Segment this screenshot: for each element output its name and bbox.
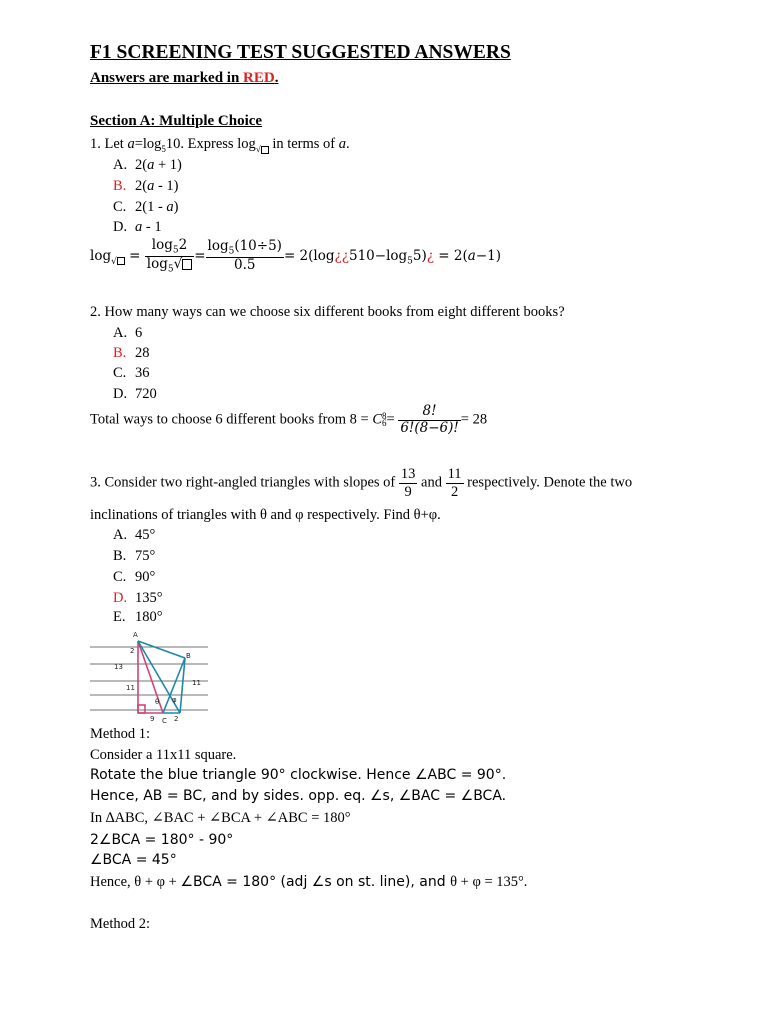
q3-suffix: respectively. Denote the two — [463, 474, 633, 491]
sol-frac1-den: $\log_5√$ — [145, 257, 194, 275]
fig-label-9: 9 — [150, 715, 155, 723]
sol-a: a — [467, 248, 476, 265]
sol-eq1: = — [124, 248, 145, 265]
q1-question — [90, 136, 350, 154]
q3-question — [90, 466, 632, 500]
section-a-text: Section A: Multiple Choice — [90, 113, 263, 129]
q3-and: and — [417, 474, 446, 491]
q1-a-var: a — [127, 136, 135, 152]
option-letter: C. — [113, 365, 127, 381]
sol-mid: 510−log — [348, 248, 408, 265]
sol-frac1 — [145, 238, 194, 275]
q2-option-c — [113, 365, 150, 382]
sol-garble1: ¿¿ — [334, 248, 349, 265]
q3-option-a — [113, 527, 155, 544]
option-text: 180° — [135, 609, 163, 625]
q2-sol-num: 8! — [398, 404, 460, 421]
subtitle-prefix: Answers are marked in — [90, 70, 244, 86]
q1-sub5: 5 — [161, 143, 166, 154]
sol-frac1-num: $\log_52$ — [145, 238, 194, 257]
sol-end2: −1) — [475, 248, 501, 265]
sol-garble2: ¿ — [426, 248, 434, 265]
q1-option-d — [113, 219, 162, 236]
fig-label-a: A — [133, 631, 138, 639]
q1-eq: =log — [134, 136, 162, 152]
q3-prefix: 3. Consider two right-angled triangles with slopes of — [90, 474, 399, 491]
method1-line7 — [90, 874, 527, 891]
fig-label-c: C — [162, 717, 167, 724]
option-text: 75° — [135, 548, 156, 564]
option-letter: B. — [113, 548, 127, 564]
option-letter: E. — [113, 609, 126, 625]
option-text: 2(1 - a) — [135, 199, 179, 215]
option-letter: A. — [113, 325, 128, 341]
option-text: 2(a + 1) — [135, 157, 182, 173]
triangle-figure — [90, 628, 210, 724]
q1-suffix: in terms of — [268, 136, 339, 152]
q1-option-b — [113, 178, 179, 195]
fig-label-2b: 2 — [130, 647, 135, 655]
option-text: 6 — [135, 325, 143, 341]
option-text: a - 1 — [135, 219, 162, 235]
q1-option-a — [113, 157, 182, 174]
q3-option-c — [113, 569, 155, 586]
method1-line6: ∠BCA = 45° — [90, 852, 177, 868]
q1-prefix: 1. Let — [90, 136, 128, 152]
option-letter: A. — [113, 527, 128, 543]
sol-mid-tail: 5) — [412, 248, 427, 265]
option-letter: B. — [113, 345, 127, 361]
fig-label-theta: θ — [155, 698, 160, 706]
fig-label-2: 2 — [174, 715, 179, 723]
q2-option-a — [113, 325, 142, 342]
q1-a2: a — [338, 136, 347, 152]
fig-label-b: B — [186, 652, 191, 660]
fig-label-11b: 11 — [192, 679, 201, 687]
sol-eq2: = — [194, 248, 206, 265]
q2-option-d — [113, 386, 157, 403]
q1-option-c — [113, 199, 179, 216]
q1-root-sub: √ — [256, 144, 269, 154]
q3-line2: inclinations of triangles with θ and φ respectively. Find θ+φ. — [90, 507, 441, 523]
fig-label-11: 11 — [126, 684, 135, 692]
option-text: 90° — [135, 569, 156, 585]
subtitle — [90, 70, 278, 87]
method1-line1: Consider a 11x11 square. — [90, 747, 237, 763]
sol-frac2 — [206, 239, 284, 274]
q2-sol-c: C — [372, 411, 383, 428]
q3-frac1: $\frac{13}{9}$ — [400, 466, 416, 500]
option-text: 45° — [135, 527, 156, 543]
method1-line5: 2∠BCA = 180° - 90° — [90, 832, 234, 848]
page-title: F1 SCREENING TEST SUGGESTED ANSWERS — [90, 42, 511, 63]
option-letter: C. — [113, 569, 127, 585]
q3-option-e — [113, 609, 163, 626]
option-letter: A. — [113, 157, 128, 173]
q2-sol-den: 6!(8−6)! — [400, 419, 459, 436]
option-letter: C. — [113, 199, 127, 215]
q1-solution: $\log_√$ = $\frac{\log_52}{\log_5√}$ = $\frac{\log_5(10\div 5)}{0.5}$ = $2(\log¿¿510-\log_55)¿ = 2(a-1)$ — [90, 237, 501, 275]
q3-frac2: $\frac{11}{2}$ — [447, 466, 462, 500]
sol-log: log — [90, 248, 112, 265]
option-text: 28 — [135, 345, 150, 361]
sol-log-sub: √ — [111, 257, 125, 267]
option-letter: D. — [113, 386, 128, 402]
method1-line3: Hence, AB = BC, and by sides. opp. eq. ∠s, ∠BAC = ∠BCA. — [90, 788, 507, 804]
option-text: 36 — [135, 365, 150, 381]
method2-heading: Method 2: — [90, 916, 151, 932]
method1-line7a: Hence, θ + φ + — [90, 874, 181, 890]
sol-eq3: = 2(log — [283, 248, 335, 265]
q3-option-b — [113, 548, 155, 565]
q2-sol-frac — [398, 404, 460, 436]
option-text: 135° — [135, 590, 163, 606]
method1-heading: Method 1: — [90, 726, 151, 742]
q1-ten: 10 — [165, 136, 181, 152]
q1-dot: . — [346, 136, 350, 152]
q2-sol-prefix: Total ways to choose 6 different books from 8 = — [90, 411, 373, 428]
method1-line7b: ∠BCA = 180° (adj ∠s on st. line), and — [180, 874, 451, 890]
fig-label-13: 13 — [114, 663, 123, 671]
sol-frac2-num: $\log_5(10\div 5)$ — [207, 238, 282, 257]
sol-frac2-den: 0.5 — [233, 257, 256, 274]
section-a-heading — [90, 113, 288, 130]
subtitle-suffix: . — [274, 70, 279, 86]
q2-option-b — [113, 345, 150, 362]
option-letter: D. — [113, 590, 128, 606]
sol-end: = 2( — [434, 248, 468, 265]
fig-label-phi: φ — [172, 696, 177, 704]
subtitle-red: RED — [243, 70, 275, 86]
method1-line4: In ∆ABC, ∠BAC + ∠BCA + ∠ABC = 180° — [90, 810, 351, 826]
q2-solution: Total ways to choose 6 different books from 8 = C 8 6 = $\frac{8!}{6!(8-6)!}$ = 28 — [90, 403, 488, 436]
q2-question: 2. How many ways can we choose six different books from eight different books? — [90, 304, 565, 320]
option-letter: D. — [113, 219, 128, 235]
method1-line2: Rotate the blue triangle 90° clockwise. Hence ∠ABC = 90°. — [90, 767, 507, 783]
option-text: 720 — [135, 386, 157, 402]
q3-option-d — [113, 590, 163, 607]
q2-sol-eq: = — [386, 411, 395, 428]
option-letter: B. — [113, 178, 127, 194]
option-text: 2(a - 1) — [135, 178, 179, 194]
q2-sol-result: = 28 — [460, 411, 488, 428]
method1-line7c: θ + φ = 135°. — [450, 874, 528, 890]
q1-mid: . Express log — [180, 136, 256, 152]
